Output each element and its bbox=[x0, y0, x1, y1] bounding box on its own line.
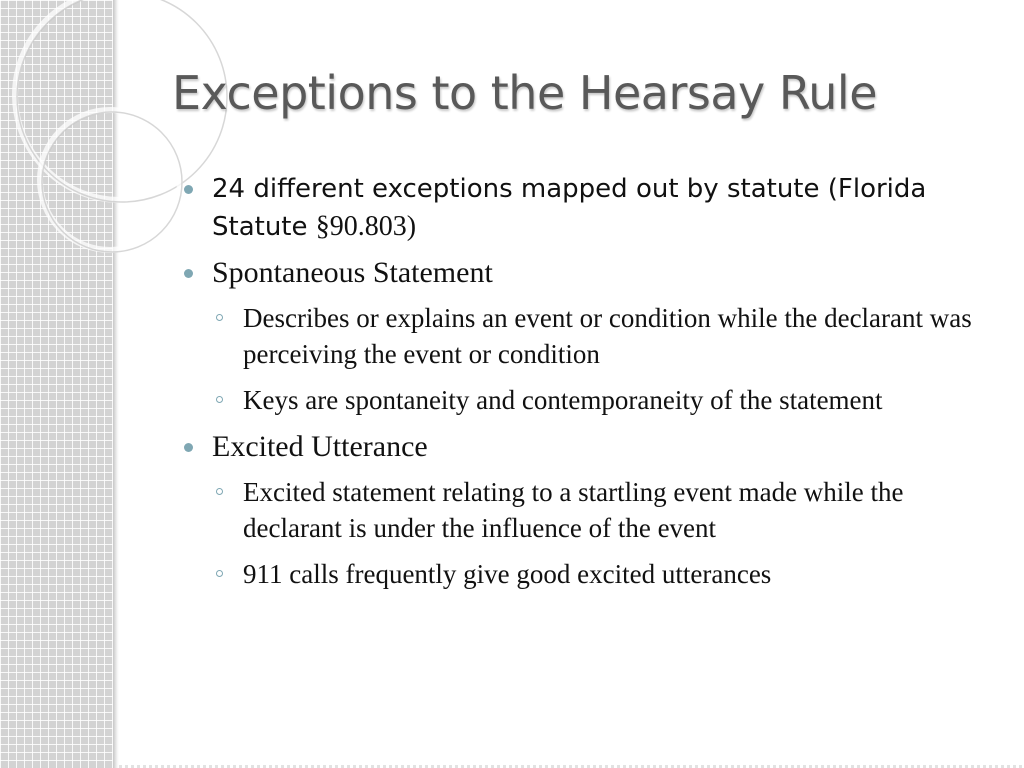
bullet-item-excited bbox=[184, 428, 984, 466]
sub-bullet-item bbox=[214, 474, 984, 546]
ring-bullet-icon bbox=[216, 314, 223, 321]
sub-bullet-text: Keys are spontaneity and contemporaneity of the statement bbox=[243, 385, 883, 415]
bullet-text-exceptions: 24 different exceptions mapped out by statute (Florida Statute bbox=[212, 174, 927, 242]
bullet-dot-icon bbox=[184, 185, 193, 194]
slide-title: Exceptions to the Hearsay Rule bbox=[172, 66, 878, 120]
sub-list-excited bbox=[184, 474, 984, 592]
sub-bullet-text: Excited statement relating to a startling event made while the declarant is under the influence of the event bbox=[243, 477, 904, 543]
ring-bullet-icon bbox=[216, 570, 223, 577]
sub-bullet-item bbox=[214, 556, 984, 592]
sub-bullet-item bbox=[214, 382, 984, 418]
sub-bullet-text: 911 calls frequently give good excited utterances bbox=[243, 559, 772, 589]
ring-bullet-icon bbox=[216, 396, 223, 403]
bullet-item-exceptions bbox=[184, 170, 984, 246]
bullet-text-statute-ref: §90.803) bbox=[315, 211, 417, 242]
sub-bullet-text: Describes or explains an event or condition while the declarant was perceiving the event or condition bbox=[243, 303, 972, 369]
bullet-dot-icon bbox=[184, 443, 193, 452]
sub-list-spontaneous bbox=[184, 300, 984, 418]
slide-content bbox=[184, 170, 984, 602]
sub-bullet-item bbox=[214, 300, 984, 372]
bullet-text-excited: Excited Utterance bbox=[212, 430, 428, 463]
bullet-item-spontaneous bbox=[184, 254, 984, 292]
bullet-dot-icon bbox=[184, 269, 193, 278]
bullet-text-spontaneous: Spontaneous Statement bbox=[212, 256, 493, 289]
ring-bullet-icon bbox=[216, 488, 223, 495]
